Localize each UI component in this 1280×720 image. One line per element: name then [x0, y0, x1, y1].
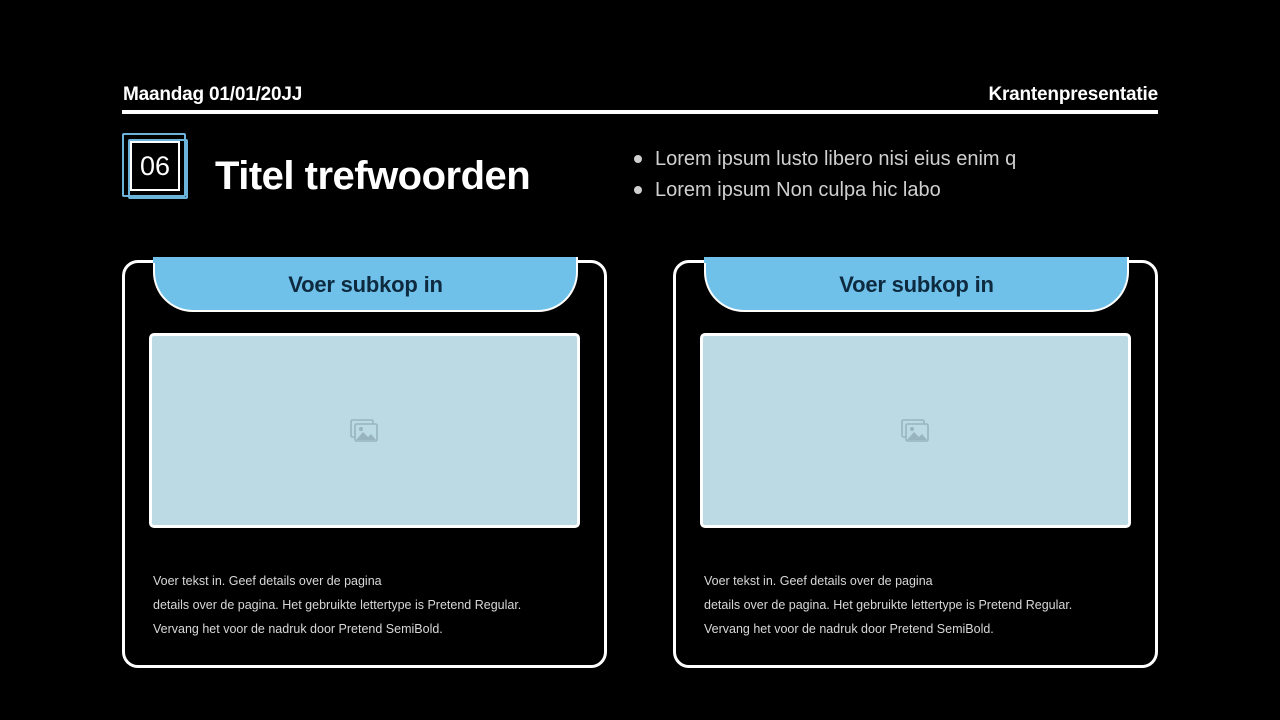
content-card-right: [673, 260, 1158, 668]
image-placeholder-icon: [901, 419, 929, 443]
section-number: 06: [130, 141, 180, 191]
card-text-line: details over de pagina. Het gebruikte lettertype is Pretend Regular.: [704, 598, 1073, 612]
section-number-badge: [122, 133, 192, 203]
card-text-line: Voer tekst in. Geef details over de pagina: [704, 574, 933, 588]
header-title: Krantenpresentatie: [988, 84, 1158, 105]
card-text-line: Vervang het voor de nadruk door Pretend SemiBold.: [153, 622, 443, 636]
header-date: Maandag 01/01/20JJ: [123, 84, 303, 105]
card-body-text: [153, 569, 521, 641]
header-divider: [122, 110, 1158, 114]
bullet-text: Lorem ipsum Non culpa hic labo: [655, 179, 941, 201]
bullet-item: [634, 175, 1016, 206]
bullet-dot-icon: [634, 155, 642, 163]
card-text-line: Voer tekst in. Geef details over de pagina: [153, 574, 382, 588]
card-subheading[interactable]: Voer subkop in: [704, 257, 1129, 312]
card-text-line: details over de pagina. Het gebruikte lettertype is Pretend Regular.: [153, 598, 522, 612]
bullet-item: [634, 144, 1016, 175]
bullet-text: Lorem ipsum lusto libero nisi eius enim q: [655, 148, 1017, 170]
image-placeholder[interactable]: [149, 333, 580, 528]
image-placeholder[interactable]: [700, 333, 1131, 528]
image-placeholder-icon: [350, 419, 378, 443]
card-body-text: [704, 569, 1072, 641]
card-subheading[interactable]: Voer subkop in: [153, 257, 578, 312]
bullet-dot-icon: [634, 186, 642, 194]
page-title: Titel trefwoorden: [215, 154, 531, 198]
bullet-list: [634, 144, 1016, 206]
card-text-line: Vervang het voor de nadruk door Pretend SemiBold.: [704, 622, 994, 636]
content-card-left: [122, 260, 607, 668]
